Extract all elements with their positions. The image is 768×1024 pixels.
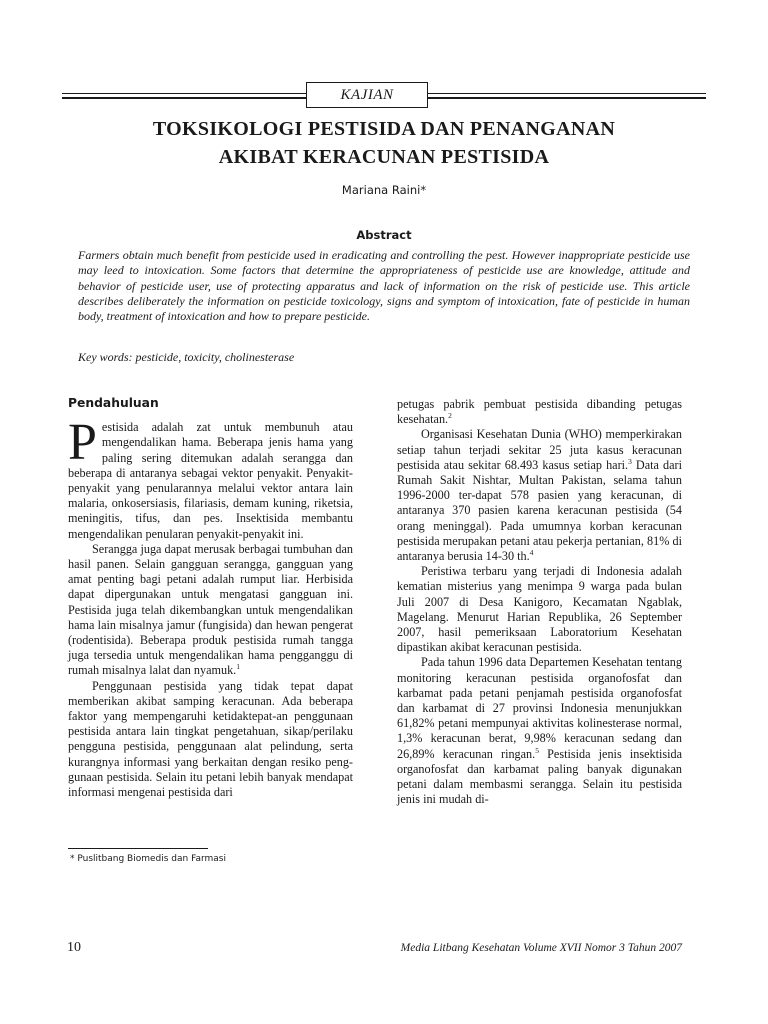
paragraph: [68, 414, 353, 542]
paragraph: [68, 679, 353, 801]
paragraph: [397, 564, 682, 655]
paragraph-text: Peristiwa terbaru yang terjadi di Indonesia adalah kematian misterius yang menimpa 9 warga pada bulan Juli 2007 di Desa Kanigoro, Kecamatan Ngablak, Magelang. Menurut Harian Republika, 26 September 2007, hasil pemeriksaan Laboratorium Kesehatan dipastikan akibat keracunan pestisida.: [397, 564, 682, 655]
abstract-text: Farmers obtain much benefit from pesticide used in eradicating and controlling the pest. However inappropriate pesticide use may leed to intoxication. Some factors that determine the appropriateness of pesticide use are knowledge, attitude and behavior of pesticide user, use of protecting apparatus and lack of information on the risk of pesticide use. This article describes deliberately the information on pesticide toxicology, signs and symptom of intoxication, fate of pesticide in human body, treatment of intoxication and how to prepare pesticide.: [78, 248, 690, 324]
paragraph-text: Data dari Rumah Sakit Nishtar, Multan Pakistan, selama tahun 1996-2000 ter-dapat 578 pasien yang keracunan, di antaranya 370 pasien karena keracunan pestisida (54 orang meninggal). Pada umumnya korban keracunan pestisida merupakan petani atau pekerja pertanian, 81% di antaranya berusia 14-30 th.: [397, 457, 682, 564]
reference-marker: 5: [535, 745, 539, 755]
paragraph: [397, 397, 682, 427]
reference-marker: 2: [448, 411, 452, 421]
paragraph-text: Penggunaan pestisida yang tidak tepat dapat memberikan akibat samping keracunan. Ada beberapa faktor yang mempengaruhi ketidaktepat-an penggunaan pestisida antara lain tingkat pengetahuan, sikap/perilaku pengguna pestisida, penggunaan alat pelindung, serta kurangnya informasi yang berkaitan dengan resiko peng-gunaan pestisida. Selain itu petani lebih banyak mendapat informasi mengenai pestisida dari: [68, 678, 353, 800]
header-rule-left-top: [62, 93, 306, 94]
rubric-label: KAJIAN: [306, 82, 428, 108]
header-rule-right-top: [428, 93, 706, 94]
abstract-heading: Abstract: [356, 228, 412, 242]
header-rule-right-bottom: [428, 97, 706, 99]
paragraph: [68, 542, 353, 679]
article-title-line2: AKIBAT KERACUNAN PESTISIDA: [218, 146, 550, 168]
author: Mariana Raini*: [341, 183, 427, 197]
reference-marker: 1: [236, 662, 240, 672]
reference-marker: 4: [529, 547, 534, 557]
paragraph-text: Pada tahun 1996 data Departemen Kesehatan tentang monitoring keracunan pestisida organofosfat dan karbamat pada petani penjamah pestisida organofosfat dan karbamat di 27 provinsi Indonesia menunjukkan 61,82% petani mempunyai aktivitas kolinesterase normal, 1,3% keracunan berat, 9,98% keracunan sedang dan 26,89% keracunan ringan.: [397, 655, 682, 761]
paragraph-text: estisida adalah zat untuk membunuh atau mengendalikan hama. Beberapa jenis hama yang paling sering ditemukan adalah serangga dan beberapa di antaranya sebagai vektor penyakit. Penyakit-penyakit yang penularannya melalui vektor antara lain malaria, onkosersiasis, filariasis, demam kuning, riketsia, meningitis, tifus, dan pes. Insektisida membantu mengendalikan penularan penyakit-penyakit ini.: [68, 420, 353, 541]
footnote: * Puslitbang Biomedis dan Farmasi: [70, 854, 226, 864]
section-heading: Pendahuluan: [68, 396, 159, 410]
left-column: [68, 396, 353, 800]
paragraph-text: petugas pabrik pembuat pestisida dibanding petugas kesehatan.: [397, 397, 682, 427]
header-rule-left-bottom: [62, 97, 306, 99]
paragraph-text: Serangga juga dapat merusak berbagai tumbuhan dan hasil panen. Selain gangguan serangga, gangguan yang amat penting bagi petani adalah rumput liar. Herbisida dapat dipergunakan untuk mengatasi gangguan ini. Pestisida juga telah dikembangkan untuk mengendalikan hama lain misalnya jamur (fungisida) dan hewan pengerat (rodentisida). Beberapa produk pestisida rumah tangga juga tersedia untuk mengendalikan hama pengganggu di rumah misalnya lalat dan nyamuk.: [68, 541, 353, 678]
paragraph: [397, 427, 682, 564]
keywords: Key words: pesticide, toxicity, cholinesterase: [78, 350, 295, 364]
page-number: 10: [67, 940, 81, 955]
reference-marker: 3: [628, 456, 632, 466]
paragraph: [397, 655, 682, 807]
article-title-line1: TOKSIKOLOGI PESTISIDA DAN PENANGANAN: [152, 118, 616, 140]
drop-cap: P: [68, 414, 97, 472]
paragraph-text: Pestisida jenis insektisida organofosfat dan karbamat paling banyak digunakan petani dalam membasmi serangga. Selain itu pestisida jenis ini mudah di-: [397, 746, 682, 807]
journal-citation: Media Litbang Kesehatan Volume XVII Nomor 3 Tahun 2007: [400, 942, 682, 954]
right-column: [397, 397, 682, 807]
footnote-rule: [68, 848, 208, 849]
paragraph-text: Organisasi Kesehatan Dunia (WHO) memperkirakan setiap tahun terjadi sekitar 25 juta kasus keracunan pestisida atau sekitar 68.493 kasus setiap hari.: [397, 427, 682, 472]
